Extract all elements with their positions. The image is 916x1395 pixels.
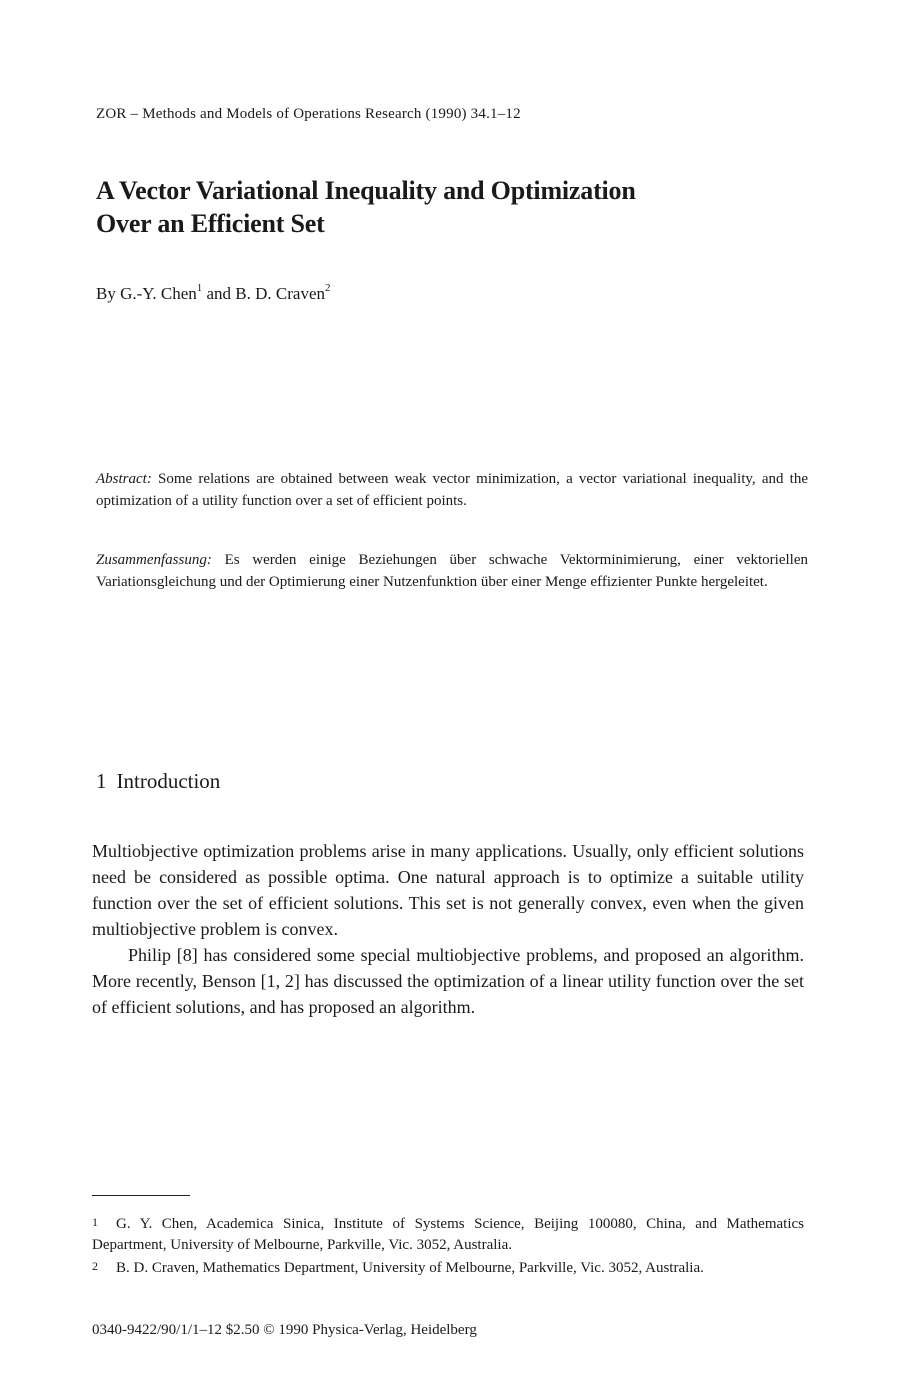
zusammenfassung-label: Zusammenfassung: <box>96 552 212 568</box>
footnote-mark: 2 <box>92 1259 98 1273</box>
paragraph: Multiobjective optimization problems arise in many applications. Usually, only efficient solutions need be considered as possible optima. One natural approach is to optimize a suitable utility function over the set of efficient solutions. This set is not generally convex, even when the given multiobjective problem is convex. <box>92 841 804 939</box>
author-2: and B. D. Craven <box>202 284 326 303</box>
introduction-body <box>92 838 804 1020</box>
abstract-text: Some relations are obtained between weak vector minimization, a vector variational inequality, and the optimization of a utility function over a set of efficient points. <box>96 471 808 509</box>
author-1-footnote-mark: 1 <box>196 282 203 294</box>
copyright-line: 0340-9422/90/1/1–12 $2.50 © 1990 Physica-Verlag, Heidelberg <box>92 1322 477 1338</box>
author-1: By G.-Y. Chen <box>96 284 197 303</box>
section-heading <box>96 769 220 794</box>
footnote-text: B. D. Craven, Mathematics Department, University of Melbourne, Parkville, Vic. 3052, Australia. <box>116 1260 704 1276</box>
abstract-label: Abstract: <box>96 471 152 487</box>
zusammenfassung <box>96 549 808 593</box>
footnote-2 <box>92 1258 804 1279</box>
footnote-mark: 1 <box>92 1215 98 1229</box>
paper-title <box>96 174 636 240</box>
section-title: Introduction <box>116 769 221 793</box>
author-line <box>96 284 331 304</box>
section-number: 1 <box>96 769 107 793</box>
footnote-divider <box>92 1195 190 1196</box>
title-line-2: Over an Efficient Set <box>96 209 325 238</box>
abstract <box>96 468 808 512</box>
journal-header: ZOR – Methods and Models of Operations Research (1990) 34.1–12 <box>96 106 521 122</box>
paragraph: Philip [8] has considered some special multiobjective problems, and proposed an algorithm. More recently, Benson [1, 2] has discussed the optimization of a linear utility function over the set of efficient solutions, and has proposed an algorithm. <box>92 945 804 1017</box>
footnote-text: G. Y. Chen, Academica Sinica, Institute of Systems Science, Beijing 100080, China, and Mathematics Department, University of Melbourne, Parkville, Vic. 3052, Australia. <box>92 1216 804 1253</box>
title-line-1: A Vector Variational Inequality and Optimization <box>96 176 636 205</box>
zusammenfassung-text: Es werden einige Beziehungen über schwache Vektorminimierung, einer vektoriellen Variationsgleichung und der Optimierung einer Nutzenfunktion über einer Menge effizienter Punkte hergeleitet. <box>96 552 808 590</box>
footnote-1 <box>92 1214 804 1256</box>
author-2-footnote-mark: 2 <box>325 282 331 294</box>
